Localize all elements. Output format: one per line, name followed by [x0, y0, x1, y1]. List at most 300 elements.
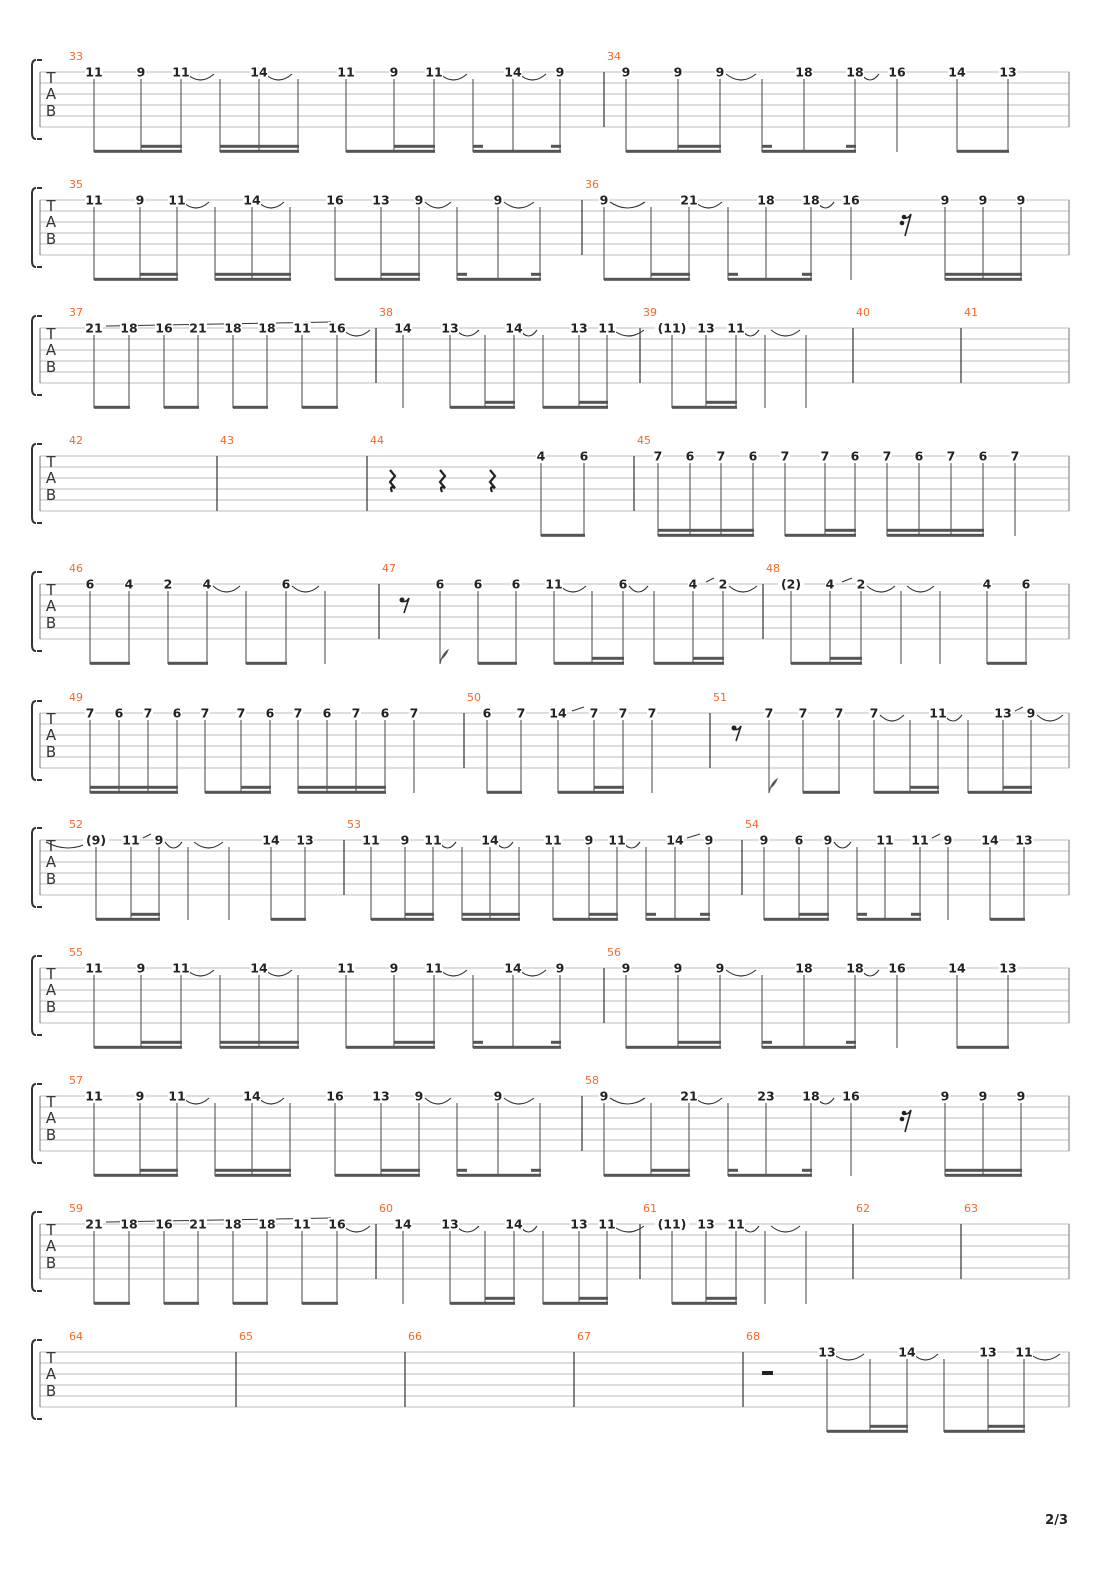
tab-clef-letter: T — [46, 197, 56, 215]
fret-number: 9 — [621, 64, 631, 80]
fret-number: 2 — [163, 576, 173, 592]
fret-number: 18 — [795, 960, 813, 976]
fret-number: 6 — [685, 448, 695, 464]
fret-number: 7 — [351, 705, 361, 721]
fret-number: 14 — [948, 64, 966, 80]
tie — [425, 202, 451, 208]
system-bracket — [32, 1084, 36, 1163]
fret-number: 6 — [482, 705, 492, 721]
beam — [131, 913, 160, 916]
fret-number: 4 — [825, 576, 835, 592]
system-bracket — [32, 1340, 36, 1419]
fret-number: 14 — [250, 64, 268, 80]
tie — [265, 74, 292, 80]
fret-number: 11 — [168, 192, 186, 208]
beam — [762, 1041, 772, 1044]
tie — [833, 1354, 864, 1360]
beam — [457, 273, 467, 276]
fret-number: 13 — [999, 960, 1017, 976]
beam — [462, 918, 520, 921]
bar-number: 54 — [745, 818, 759, 831]
fret-number: 4 — [688, 576, 698, 592]
system-bracket — [32, 444, 36, 523]
fret-number: 7 — [882, 448, 892, 464]
fret-number: 16 — [326, 1088, 344, 1104]
fret-number: 6 — [914, 448, 924, 464]
tie — [183, 1098, 209, 1104]
beam — [220, 1041, 299, 1044]
fret-number: 7 — [820, 448, 830, 464]
fret-number: 7 — [143, 705, 153, 721]
tab-clef-letter: B — [45, 102, 57, 120]
fret-number: 9 — [389, 960, 399, 976]
fret-number: 21 — [680, 192, 698, 208]
fret-number: 6 — [114, 705, 124, 721]
bar-number: 62 — [856, 1202, 870, 1215]
tie — [519, 74, 546, 80]
system-bracket — [32, 188, 36, 267]
beam — [651, 273, 690, 276]
fret-number: 9 — [555, 64, 565, 80]
bar-number: 61 — [643, 1202, 657, 1215]
fret-number: 14 — [549, 705, 567, 721]
bar-number: 43 — [220, 434, 234, 447]
bar-number: 67 — [577, 1330, 591, 1343]
fret-number: 13 — [1015, 832, 1033, 848]
fret-number: 18 — [224, 320, 242, 336]
tie — [265, 970, 292, 976]
tab-clef-letter: A — [45, 213, 57, 231]
fret-number: 9 — [555, 960, 565, 976]
tab-clef-letter: B — [45, 743, 57, 761]
beam — [531, 273, 541, 276]
fret-number: 9 — [135, 192, 145, 208]
tab-clef-letter: T — [46, 837, 56, 855]
fret-number: 11 — [168, 1088, 186, 1104]
beam — [246, 662, 287, 665]
tab-clef-letter: B — [45, 614, 57, 632]
fret-number: 9 — [1016, 192, 1026, 208]
tie — [613, 330, 644, 336]
fret-number: 18 — [120, 320, 138, 336]
beam — [579, 401, 608, 404]
beam — [706, 1297, 737, 1300]
fret-number: 6 — [748, 448, 758, 464]
bar-number: 48 — [766, 562, 780, 575]
beam — [215, 1169, 291, 1172]
fret-number: 11 — [424, 832, 442, 848]
system-bracket — [32, 1212, 36, 1291]
fret-number: 21 — [680, 1088, 698, 1104]
beam — [302, 406, 338, 409]
bar-number: 33 — [69, 50, 83, 63]
tie — [726, 74, 756, 80]
fret-number: 9 — [493, 192, 503, 208]
tie — [343, 330, 370, 336]
beam — [658, 534, 754, 537]
beam — [298, 786, 386, 789]
beam — [988, 1425, 1025, 1428]
beam — [945, 1174, 1022, 1177]
fret-number: 11 — [85, 192, 103, 208]
beam — [140, 273, 178, 276]
fret-number: 7 — [834, 705, 844, 721]
bar-number: 47 — [382, 562, 396, 575]
bar-number: 38 — [379, 306, 393, 319]
fret-number: 7 — [946, 448, 956, 464]
tie — [183, 202, 209, 208]
bar-number: 51 — [713, 691, 727, 704]
bar-number: 40 — [856, 306, 870, 319]
fret-number: 11 — [172, 64, 190, 80]
beam — [346, 1046, 435, 1049]
fret-number: 6 — [618, 576, 628, 592]
tab-clef-letter: A — [45, 726, 57, 744]
beam — [381, 273, 420, 276]
beam — [205, 791, 271, 794]
bar-number: 44 — [370, 434, 384, 447]
beam — [485, 1297, 515, 1300]
tie — [1037, 715, 1063, 721]
slide — [143, 834, 151, 838]
beam — [827, 1430, 908, 1433]
fret-number: 11 — [122, 832, 140, 848]
beam — [672, 1302, 737, 1305]
fret-number: 9 — [940, 1088, 950, 1104]
fret-number: 9 — [389, 64, 399, 80]
fret-number: 9 — [1016, 1088, 1026, 1104]
beam — [846, 1041, 856, 1044]
fret-number: 11 — [1015, 1344, 1033, 1360]
beam — [164, 406, 199, 409]
fret-number: 14 — [394, 320, 412, 336]
fret-number: 14 — [481, 832, 499, 848]
beam — [302, 1302, 338, 1305]
beam — [944, 1430, 1025, 1433]
beam — [830, 657, 862, 660]
fret-number: 14 — [243, 1088, 261, 1104]
fret-number: 13 — [372, 192, 390, 208]
fret-number: 18 — [258, 320, 276, 336]
fret-number: 7 — [293, 705, 303, 721]
beam — [945, 273, 1022, 276]
fret-number: 9 — [599, 192, 609, 208]
fret-number: 11 — [727, 1216, 745, 1232]
bar-number: 66 — [408, 1330, 422, 1343]
beam — [551, 145, 561, 148]
fret-number: 18 — [846, 64, 864, 80]
beam — [90, 786, 178, 789]
beam — [802, 1169, 812, 1172]
beam — [762, 145, 772, 148]
beam — [298, 791, 386, 794]
fret-number: 9 — [704, 832, 714, 848]
beam — [90, 791, 178, 794]
fret-number: 9 — [673, 64, 683, 80]
beam — [579, 1297, 608, 1300]
fret-number: 7 — [647, 705, 657, 721]
bar-number: 34 — [607, 50, 621, 63]
fret-number: 7 — [869, 705, 879, 721]
system-bracket — [32, 60, 36, 139]
fret-number: 16 — [842, 192, 860, 208]
fret-number: 6 — [978, 448, 988, 464]
system-bracket — [32, 572, 36, 651]
tie — [165, 842, 182, 848]
fret-number: 11 — [608, 832, 626, 848]
slide — [1015, 707, 1023, 711]
fret-number: (9) — [85, 832, 107, 848]
fret-number: 9 — [621, 960, 631, 976]
beam — [990, 918, 1025, 921]
fret-number: 14 — [948, 960, 966, 976]
beam — [271, 918, 306, 921]
tie — [560, 586, 586, 592]
tie — [440, 970, 467, 976]
beam — [233, 406, 268, 409]
fret-number: 13 — [570, 320, 588, 336]
tie — [613, 1226, 644, 1232]
beam — [220, 1046, 299, 1049]
tab-clef-letter: T — [46, 581, 56, 599]
beam — [215, 1174, 291, 1177]
beam — [450, 406, 515, 409]
tab-clef-letter: A — [45, 597, 57, 615]
beam — [651, 1169, 690, 1172]
sixteenth-rest-dot — [900, 221, 905, 226]
fret-number: 23 — [757, 1088, 775, 1104]
fret-number: 11 — [85, 64, 103, 80]
fret-number: 6 — [85, 576, 95, 592]
fret-number: 9 — [493, 1088, 503, 1104]
beam — [220, 145, 299, 148]
beam — [450, 1302, 515, 1305]
note-flag — [440, 650, 448, 664]
fret-number: 14 — [505, 320, 523, 336]
bar-number: 42 — [69, 434, 83, 447]
beam — [473, 1046, 561, 1049]
beam — [96, 918, 160, 921]
beam — [874, 791, 939, 794]
slide — [687, 834, 700, 838]
beam — [164, 1302, 199, 1305]
bar-number: 55 — [69, 946, 83, 959]
beam — [478, 662, 517, 665]
fret-number: 7 — [85, 705, 95, 721]
beam — [457, 1169, 467, 1172]
fret-number: 7 — [764, 705, 774, 721]
fret-number: 13 — [441, 1216, 459, 1232]
fret-number: 18 — [802, 192, 820, 208]
fret-number: 11 — [425, 960, 443, 976]
beam — [654, 662, 724, 665]
beam — [594, 786, 624, 789]
slide — [706, 578, 714, 582]
fret-number: 9 — [715, 960, 725, 976]
tab-clef-letter: B — [45, 998, 57, 1016]
beam — [457, 1174, 541, 1177]
beam — [910, 786, 939, 789]
bar-number: 68 — [746, 1330, 760, 1343]
fret-number: 11 — [545, 576, 563, 592]
beam — [462, 913, 520, 916]
fret-number: 14 — [898, 1344, 916, 1360]
tie — [504, 1098, 534, 1104]
fret-number: 14 — [394, 1216, 412, 1232]
bar-number: 60 — [379, 1202, 393, 1215]
tie — [425, 1098, 451, 1104]
fret-number: 9 — [154, 832, 164, 848]
fret-number: 14 — [505, 1216, 523, 1232]
fret-number: 18 — [120, 1216, 138, 1232]
beam — [168, 662, 208, 665]
bar-number: 46 — [69, 562, 83, 575]
tie — [834, 842, 851, 848]
fret-number: 9 — [978, 1088, 988, 1104]
beam — [592, 657, 624, 660]
beam — [94, 406, 130, 409]
beam — [646, 913, 656, 916]
fret-number: 13 — [372, 1088, 390, 1104]
fret-number: 13 — [570, 1216, 588, 1232]
fret-number: 7 — [798, 705, 808, 721]
beam — [626, 1046, 721, 1049]
tie — [292, 586, 319, 592]
fret-number: 7 — [716, 448, 726, 464]
bar-number: 49 — [69, 691, 83, 704]
tie — [610, 202, 645, 208]
beam — [94, 1174, 178, 1177]
fret-number: 9 — [978, 192, 988, 208]
beam — [728, 273, 738, 276]
fret-number: 6 — [794, 832, 804, 848]
fret-number: 7 — [200, 705, 210, 721]
fret-number: 11 — [293, 1216, 311, 1232]
fret-number: 9 — [135, 1088, 145, 1104]
beam — [551, 1041, 561, 1044]
beam — [140, 1169, 178, 1172]
tab-clef-letter: B — [45, 1382, 57, 1400]
tie — [456, 1226, 479, 1232]
beam — [870, 1425, 908, 1428]
tab-clef-letter: A — [45, 981, 57, 999]
tab-clef-letter: A — [45, 85, 57, 103]
beam — [141, 145, 182, 148]
tie — [695, 1098, 722, 1104]
beam — [1003, 786, 1032, 789]
bar-number: 57 — [69, 1074, 83, 1087]
fret-number: 7 — [409, 705, 419, 721]
tie — [695, 202, 722, 208]
fret-number: 13 — [697, 320, 715, 336]
fret-number: 18 — [258, 1216, 276, 1232]
tie — [213, 586, 240, 592]
fret-number: 7 — [589, 705, 599, 721]
beam — [728, 1174, 812, 1177]
beam — [957, 1046, 1009, 1049]
beam — [473, 145, 483, 148]
beam — [543, 406, 608, 409]
beam — [335, 1174, 420, 1177]
beam — [693, 657, 724, 660]
fret-number: 7 — [653, 448, 663, 464]
page-number-label: 2/3 — [1045, 1513, 1068, 1528]
fret-number: 16 — [155, 1216, 173, 1232]
tie — [729, 586, 757, 592]
fret-number: 9 — [715, 64, 725, 80]
fret-number: 11 — [425, 64, 443, 80]
tab-clef-letter: T — [46, 325, 56, 343]
beam — [233, 1302, 268, 1305]
fret-number: 6 — [265, 705, 275, 721]
bar-number: 58 — [585, 1074, 599, 1087]
tie — [258, 202, 284, 208]
beam — [241, 786, 271, 789]
tie — [258, 1098, 284, 1104]
tab-clef-letter: T — [46, 965, 56, 983]
tie — [771, 330, 800, 336]
fret-number: 9 — [823, 832, 833, 848]
fret-number: 16 — [326, 192, 344, 208]
beam — [394, 1041, 435, 1044]
tab-clef-letter: B — [45, 230, 57, 248]
bar-number: 64 — [69, 1330, 83, 1343]
fret-number: 6 — [1021, 576, 1031, 592]
beam — [945, 1169, 1022, 1172]
fret-number: 7 — [780, 448, 790, 464]
fret-number: 11 — [598, 320, 616, 336]
fret-number: 9 — [414, 192, 424, 208]
fret-number: (11) — [657, 320, 687, 336]
fret-number: 9 — [584, 832, 594, 848]
tab-clef-letter: B — [45, 486, 57, 504]
beam — [473, 150, 561, 153]
bar-number: 63 — [964, 1202, 978, 1215]
beam — [626, 150, 721, 153]
beam — [846, 145, 856, 148]
beam — [141, 1041, 182, 1044]
fret-number: 14 — [981, 832, 999, 848]
tie — [1030, 1354, 1060, 1360]
fret-number: 6 — [322, 705, 332, 721]
beam — [945, 278, 1022, 281]
fret-number: 16 — [888, 64, 906, 80]
fret-number: 6 — [281, 576, 291, 592]
fret-number: 6 — [850, 448, 860, 464]
tab-clef-letter: B — [45, 1126, 57, 1144]
fret-number: 11 — [172, 960, 190, 976]
fret-number: 4 — [982, 576, 992, 592]
fret-number: 16 — [842, 1088, 860, 1104]
fret-number: 11 — [598, 1216, 616, 1232]
fret-number: 7 — [236, 705, 246, 721]
beam — [220, 150, 299, 153]
fret-number: 21 — [189, 320, 207, 336]
fret-number: 6 — [511, 576, 521, 592]
beam — [405, 913, 434, 916]
beam — [558, 791, 624, 794]
tab-clef-letter: A — [45, 853, 57, 871]
fret-number: 6 — [380, 705, 390, 721]
tab-clef-letter: B — [45, 1254, 57, 1272]
fret-number: 9 — [943, 832, 953, 848]
beam — [728, 278, 812, 281]
fret-number: 6 — [172, 705, 182, 721]
fret-number: (2) — [780, 576, 802, 592]
tie — [187, 970, 214, 976]
fret-number: 21 — [85, 1216, 103, 1232]
tab-clef-letter: B — [45, 358, 57, 376]
